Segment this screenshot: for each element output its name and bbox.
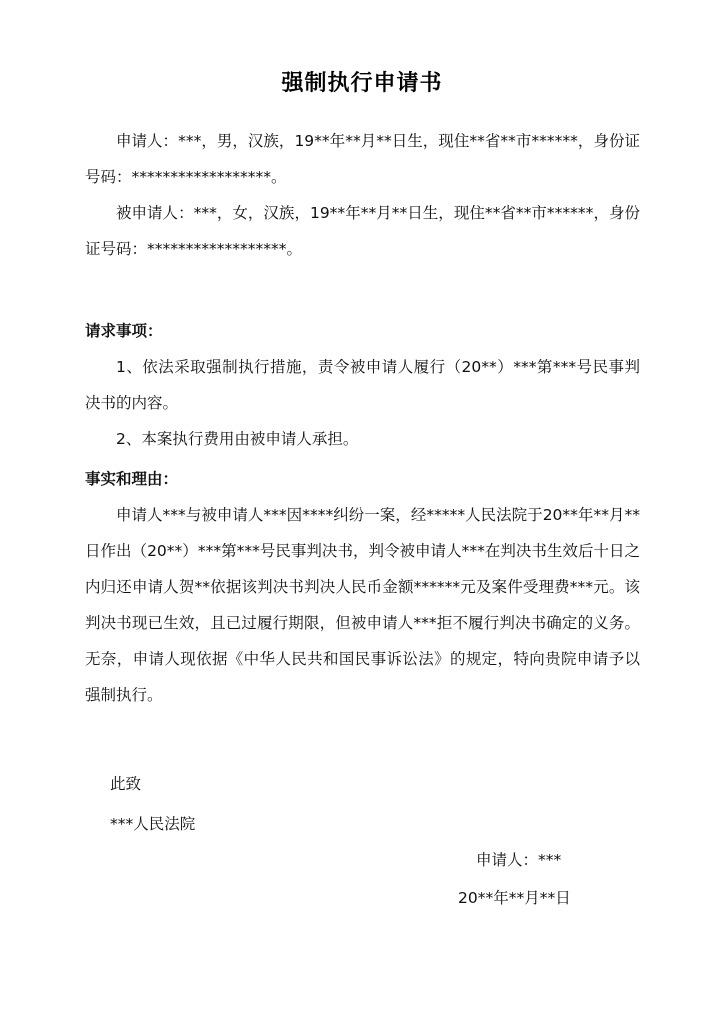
closing-recipient: ***人民法院 [110, 815, 196, 833]
closing-salutation: 此致 [110, 775, 142, 793]
parties-section [85, 123, 640, 267]
document-title: 强制执行申请书 [281, 71, 443, 96]
signature-date: 20**年**月**日 [458, 889, 571, 907]
applicant-info: 申请人：***，男，汉族，19**年**月**日生，现住**省**市******，身份证号码：******************。 [85, 132, 640, 186]
request-item-1: 1、依法采取强制执行措施，责令被申请人履行（20**）***第***号民事判决书的内容。 [85, 358, 640, 412]
requests-heading: 请求事项： [85, 322, 163, 340]
facts-section [85, 461, 640, 713]
signature-applicant: 申请人：*** [476, 851, 562, 869]
request-item-2: 2、本案执行费用由被申请人承担。 [116, 430, 359, 448]
facts-text: 申请人***与被申请人***因****纠纷一案，经*****人民法院于20**年**月**日作出（20**）***第***号民事判决书，判令被申请人***在判决书生效后十日之内归还申请人贺**依据该判决书判决人民币金额******元及案件受理费***元。该判决书现已生效，且已过履行期限，但被申请人***拒不履行判决书确定的义务。无奈，申请人现依据《中华人民共和国民事诉讼法》的规定，特向贵院申请予以强制执行。 [85, 506, 640, 704]
facts-heading: 事实和理由： [85, 470, 179, 488]
respondent-info: 被申请人：***，女，汉族，19**年**月**日生，现住**省**市******，身份证号码：******************。 [85, 204, 640, 258]
requests-section [85, 313, 640, 457]
